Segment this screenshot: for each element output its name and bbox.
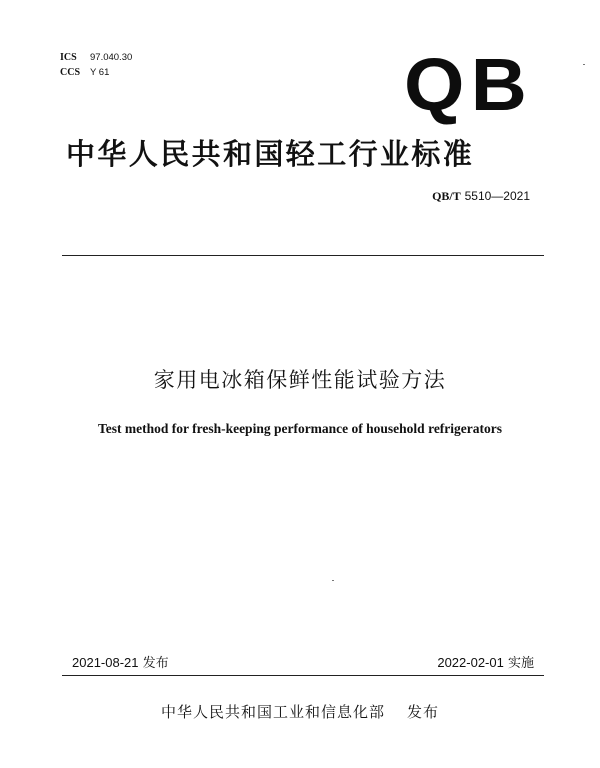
scan-speck bbox=[583, 64, 585, 65]
standard-prefix: QB/T bbox=[432, 189, 461, 203]
qb-logo: QB bbox=[404, 43, 534, 126]
issue-date bbox=[72, 654, 169, 673]
implementation-date-value: 2022-02-01 bbox=[437, 655, 504, 670]
title-chinese: 家用电冰箱保鲜性能试验方法 bbox=[153, 368, 447, 392]
publisher bbox=[0, 702, 600, 722]
ccs-code bbox=[60, 67, 109, 79]
issue-date-value: 2021-08-21 bbox=[72, 655, 139, 670]
ics-code bbox=[60, 52, 132, 64]
ccs-label: CCS bbox=[60, 67, 81, 78]
scan-speck bbox=[332, 580, 334, 581]
standard-number bbox=[432, 188, 530, 204]
issue-label: 发布 bbox=[142, 656, 169, 671]
title-english: Test method for fresh-keeping performance of household refrigerators bbox=[97, 421, 503, 436]
implementation-date bbox=[437, 654, 534, 673]
publisher-name: 中华人民共和国工业和信息化部 bbox=[160, 703, 385, 721]
ics-value: 97.040.30 bbox=[90, 52, 133, 63]
publisher-action: 发布 bbox=[407, 703, 440, 721]
ics-label: ICS bbox=[60, 52, 77, 63]
authority-title: 中华人民共和国轻工行业标准 bbox=[66, 137, 475, 171]
header-divider bbox=[62, 255, 544, 256]
implementation-label: 实施 bbox=[507, 656, 534, 671]
footer-divider bbox=[62, 675, 544, 676]
standard-code: 5510—2021 bbox=[464, 189, 530, 203]
ccs-value: Y 61 bbox=[90, 67, 110, 78]
